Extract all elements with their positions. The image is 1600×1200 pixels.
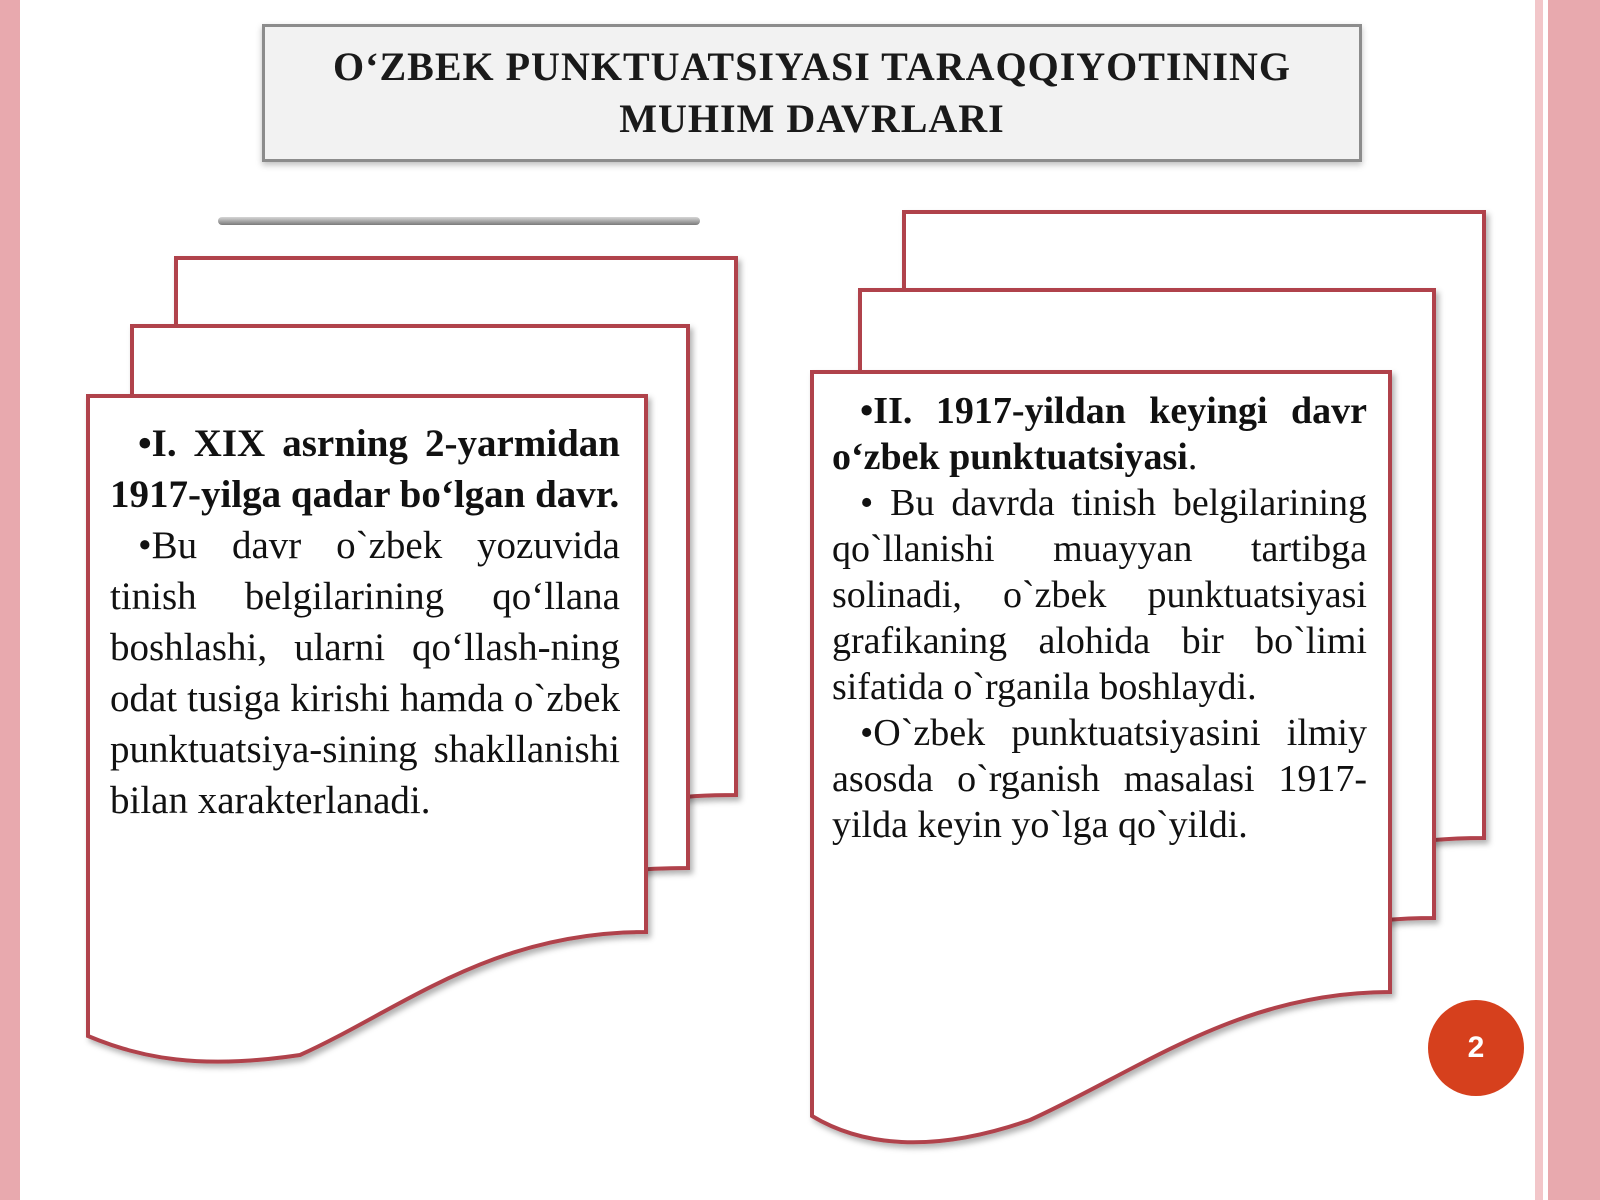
page-number: 2 [1467, 1031, 1485, 1064]
right-card-text [832, 388, 1367, 848]
right-card-body-1: • Bu davrda tinish belgilarining qo`llanishi muayyan tartibga solinadi, o`zbek punktuatsiyasi grafikaning alohida bir bo`limi sifatida o`rganila boshlaydi. [832, 482, 1367, 708]
page-number-badge [1428, 1000, 1524, 1096]
title-line-2: MUHIM DAVRLARI [619, 96, 1005, 141]
left-card-body: •Bu davr o`zbek yozuvida tinish belgilarining qo‘llana boshlashi, ularni qo‘llash-ning odat tusiga kirishi hamda o`zbek punktuatsiya-sining shakllanishi bilan xarakterlanadi. [110, 524, 620, 822]
right-card-heading: •II. 1917-yildan keyingi davr o‘zbek punktuatsiyasi [832, 390, 1367, 478]
title-line-1: O‘ZBEK PUNKTUATSIYASI TARAQQIYOTINING [333, 44, 1291, 89]
right-card-body-2: •O`zbek punktuatsiyasini ilmiy asosda o`rganish masalasi 1917- yilda keyin yo`lga qo`yildi. [832, 712, 1367, 846]
left-card-heading: •I. XIX asrning 2-yarmidan 1917-yilga qadar bo‘lgan davr. [110, 422, 620, 516]
left-card-text [110, 418, 620, 826]
right-card-heading-suffix: . [1187, 436, 1198, 478]
